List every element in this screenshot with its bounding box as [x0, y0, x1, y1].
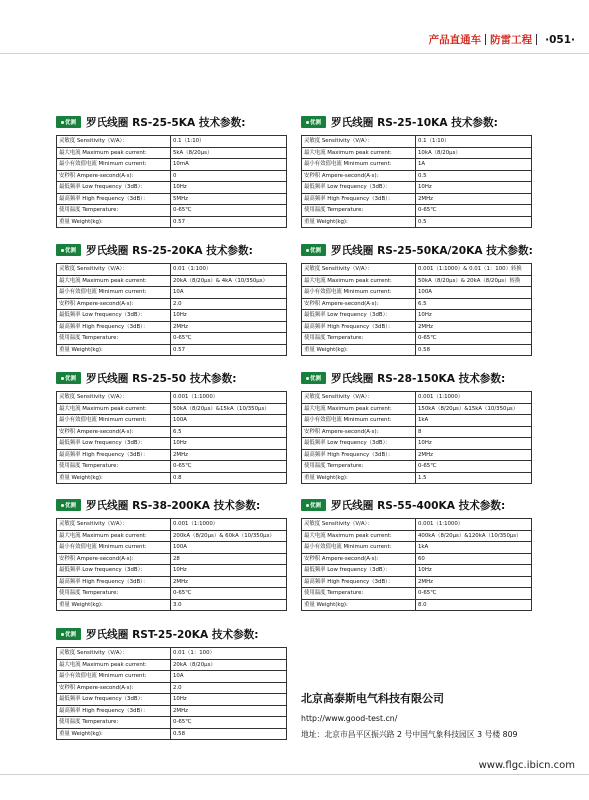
param-value: 1.5: [416, 472, 532, 484]
param-value: 0-65℃: [171, 461, 287, 473]
param-value: 0.58: [416, 344, 532, 356]
table-row: [302, 182, 532, 194]
company-address: 地址：北京市昌平区振兴路 2 号中国气象科技园区 3 号楼 809: [301, 730, 518, 739]
spec-title-text: 罗氏线圈 RS-25-10KA 技术参数:: [331, 116, 498, 129]
param-value: 10Hz: [416, 438, 532, 450]
table-row: [302, 461, 532, 473]
param-name: 灵敏度 Sensitivity（V/A）：: [57, 264, 171, 276]
param-name: 最高频率 High Frequency（3dB）：: [302, 449, 416, 461]
table-row: [302, 147, 532, 159]
table-row: [302, 472, 532, 484]
spec-table: [56, 647, 287, 740]
param-value: 2MHz: [171, 449, 287, 461]
spec-block: [301, 370, 532, 484]
brand-logo-icon: 优测: [56, 628, 81, 640]
table-row: [57, 705, 287, 717]
table-row: [302, 344, 532, 356]
param-name: 最低频率 Low frequency（3dB）：: [57, 182, 171, 194]
param-name: 最高频率 High Frequency（3dB）：: [57, 193, 171, 205]
table-row: [302, 530, 532, 542]
param-name: 安秒积 Ampere-second(A·s):: [302, 553, 416, 565]
spec-title: [301, 242, 532, 258]
param-name: 最低频率 Low frequency（3dB）：: [302, 310, 416, 322]
page-number: ·051·: [545, 33, 575, 46]
param-name: 最小有效值电流 Minimum current:: [302, 542, 416, 554]
param-name: 安秒积 Ampere-second(A·s):: [57, 170, 171, 182]
param-name: 最小有效值电流 Minimum current:: [302, 287, 416, 299]
param-name: 重量 Weight(kg):: [57, 599, 171, 611]
param-name: 安秒积 Ampere-second(A·s):: [302, 298, 416, 310]
param-name: 最大电流 Maximum peak current:: [57, 659, 171, 671]
param-value: 20kA（8/20μs）& 4kA（10/350μs）: [171, 275, 287, 287]
param-name: 最高频率 High Frequency（3dB）：: [57, 321, 171, 333]
param-value: 0.01（1:100）: [171, 264, 287, 276]
brand-logo-icon: 优测: [56, 372, 81, 384]
spec-block: [301, 114, 532, 228]
param-name: 重量 Weight(kg):: [302, 344, 416, 356]
param-value: 2MHz: [171, 705, 287, 717]
table-row: [57, 159, 287, 171]
param-name: 最高频率 High Frequency（3dB）：: [57, 449, 171, 461]
spec-title: [301, 370, 532, 386]
param-value: 0-65℃: [171, 717, 287, 729]
table-row: [57, 530, 287, 542]
param-value: 0-65℃: [416, 588, 532, 600]
table-row: [302, 264, 532, 276]
header-divider: [536, 34, 537, 45]
param-name: 最低频率 Low frequency（3dB）：: [302, 438, 416, 450]
param-value: 0-65℃: [416, 333, 532, 345]
param-name: 安秒积 Ampere-second(A·s):: [57, 426, 171, 438]
param-value: 60: [416, 553, 532, 565]
param-name: 最大电流 Maximum peak current:: [57, 403, 171, 415]
table-row: [57, 344, 287, 356]
param-value: 2MHz: [416, 576, 532, 588]
spec-title-text: 罗氏线圈 RS-25-5KA 技术参数:: [86, 116, 246, 129]
spec-title: [56, 370, 287, 386]
param-name: 灵敏度 Sensitivity（V/A）：: [57, 648, 171, 660]
param-value: 0.5: [416, 216, 532, 228]
param-value: 1A: [416, 159, 532, 171]
table-row: [302, 438, 532, 450]
param-value: 10Hz: [416, 182, 532, 194]
table-row: [57, 170, 287, 182]
param-value: 2.0: [171, 298, 287, 310]
param-value: 0-65℃: [416, 205, 532, 217]
table-row: [57, 216, 287, 228]
table-row: [57, 671, 287, 683]
param-value: 5MHz: [171, 193, 287, 205]
table-row: [302, 298, 532, 310]
table-row: [302, 216, 532, 228]
param-name: 使用温度 Temperature:: [302, 588, 416, 600]
table-row: [57, 136, 287, 148]
param-value: 0-65℃: [171, 333, 287, 345]
param-value: 28: [171, 553, 287, 565]
brand-logo-icon: 优测: [301, 499, 326, 511]
spec-table: [56, 135, 287, 228]
param-name: 使用温度 Temperature:: [57, 461, 171, 473]
param-value: 2MHz: [171, 321, 287, 333]
param-value: 0.57: [171, 216, 287, 228]
company-name: 北京高泰斯电气科技有限公司: [301, 692, 444, 705]
table-row: [302, 519, 532, 531]
header-divider: [485, 34, 486, 45]
table-row: [57, 275, 287, 287]
param-name: 重量 Weight(kg):: [302, 472, 416, 484]
param-name: 灵敏度 Sensitivity（V/A）：: [302, 264, 416, 276]
param-value: 1kA: [416, 415, 532, 427]
table-row: [302, 542, 532, 554]
param-value: 10A: [171, 671, 287, 683]
table-row: [57, 565, 287, 577]
param-value: 10A: [171, 287, 287, 299]
param-name: 安秒积 Ampere-second(A·s):: [57, 553, 171, 565]
spec-title-text: 罗氏线圈 RS-25-50 技术参数:: [86, 372, 237, 385]
table-row: [302, 333, 532, 345]
spec-block: [56, 242, 287, 356]
spec-block: [56, 114, 287, 228]
table-row: [302, 576, 532, 588]
param-name: 最小有效值电流 Minimum current:: [57, 671, 171, 683]
param-value: 100A: [171, 415, 287, 427]
param-name: 重量 Weight(kg):: [57, 216, 171, 228]
param-name: 重量 Weight(kg):: [57, 344, 171, 356]
param-name: 最高频率 High Frequency（3dB）：: [302, 576, 416, 588]
table-row: [302, 426, 532, 438]
table-row: [302, 193, 532, 205]
brand-logo-icon: 优测: [301, 116, 326, 128]
param-value: 100A: [416, 287, 532, 299]
param-name: 最小有效值电流 Minimum current:: [302, 159, 416, 171]
table-row: [302, 275, 532, 287]
param-name: 最低频率 Low frequency（3dB）：: [302, 182, 416, 194]
param-value: 1kA: [416, 542, 532, 554]
table-row: [302, 415, 532, 427]
table-row: [57, 519, 287, 531]
table-row: [57, 599, 287, 611]
param-name: 最高频率 High Frequency（3dB）：: [57, 576, 171, 588]
spec-table: [56, 391, 287, 484]
param-value: 8.0: [416, 599, 532, 611]
param-value: 8: [416, 426, 532, 438]
spec-title: [56, 242, 287, 258]
param-value: 2MHz: [171, 576, 287, 588]
param-name: 使用温度 Temperature:: [302, 461, 416, 473]
param-value: 0: [171, 170, 287, 182]
brand-logo-icon: 优测: [301, 244, 326, 256]
table-row: [57, 648, 287, 660]
param-value: 5kA（8/20μs）: [171, 147, 287, 159]
param-name: 使用温度 Temperature:: [57, 717, 171, 729]
param-value: 10Hz: [171, 565, 287, 577]
param-name: 最低频率 Low frequency（3dB）：: [57, 310, 171, 322]
spec-title-text: 罗氏线圈 RS-28-150KA 技术参数:: [331, 372, 506, 385]
param-value: 0.57: [171, 344, 287, 356]
table-row: [57, 321, 287, 333]
footer-rule: [0, 774, 589, 775]
param-value: 3.0: [171, 599, 287, 611]
param-name: 最低频率 Low frequency（3dB）：: [57, 565, 171, 577]
spec-title-text: 罗氏线圈 RS-25-20KA 技术参数:: [86, 244, 253, 257]
param-value: 0.001（1:1000）: [416, 519, 532, 531]
param-value: 0-65℃: [171, 588, 287, 600]
param-value: 0.001（1:1000）& 0.01（1：100）转换: [416, 264, 532, 276]
table-row: [57, 449, 287, 461]
param-value: 0.001（1:1000）: [171, 392, 287, 404]
param-value: 0-65℃: [416, 461, 532, 473]
param-name: 重量 Weight(kg):: [57, 472, 171, 484]
param-value: 0.5: [416, 170, 532, 182]
param-value: 20kA（8/20μs）: [171, 659, 287, 671]
spec-block: [56, 497, 287, 611]
table-row: [302, 321, 532, 333]
param-name: 重量 Weight(kg):: [302, 216, 416, 228]
page-header: [429, 32, 575, 47]
table-row: [57, 461, 287, 473]
spec-title: [56, 497, 287, 513]
table-row: [57, 298, 287, 310]
spec-title-text: 罗氏线圈 RS-38-200KA 技术参数:: [86, 499, 261, 512]
spec-table: [301, 135, 532, 228]
param-name: 最低频率 Low frequency（3dB）：: [57, 694, 171, 706]
spec-title: [56, 114, 287, 130]
table-row: [57, 682, 287, 694]
spec-title: [301, 497, 532, 513]
param-name: 最小有效值电流 Minimum current:: [57, 159, 171, 171]
param-name: 灵敏度 Sensitivity（V/A）：: [302, 392, 416, 404]
param-value: 10Hz: [171, 694, 287, 706]
param-name: 最低频率 Low frequency（3dB）：: [57, 438, 171, 450]
spec-block: [301, 497, 532, 611]
spec-table: [301, 391, 532, 484]
table-row: [57, 403, 287, 415]
param-value: 6.5: [171, 426, 287, 438]
table-row: [57, 717, 287, 729]
table-row: [57, 426, 287, 438]
param-value: 0.001（1:1000）: [416, 392, 532, 404]
table-row: [302, 553, 532, 565]
table-row: [57, 553, 287, 565]
table-row: [302, 310, 532, 322]
spec-title: [301, 114, 532, 130]
param-value: 50kA（8/20μs）&15kA（10/350μs）: [171, 403, 287, 415]
param-name: 灵敏度 Sensitivity（V/A）：: [57, 519, 171, 531]
table-row: [302, 392, 532, 404]
param-name: 最大电流 Maximum peak current:: [302, 275, 416, 287]
param-value: 0.01（1：100）: [171, 648, 287, 660]
param-value: 10Hz: [171, 182, 287, 194]
param-name: 安秒积 Ampere-second(A·s):: [57, 682, 171, 694]
param-value: 0.1（1:10）: [416, 136, 532, 148]
spec-table: [301, 518, 532, 611]
param-value: 10mA: [171, 159, 287, 171]
table-row: [302, 588, 532, 600]
spec-table: [301, 263, 532, 356]
param-value: 2MHz: [416, 193, 532, 205]
param-value: 2.0: [171, 682, 287, 694]
param-value: 0.58: [171, 728, 287, 740]
param-value: 150kA（8/20μs）&15kA（10/350μs）: [416, 403, 532, 415]
param-value: 10Hz: [416, 565, 532, 577]
param-value: 0.1（1:10）: [171, 136, 287, 148]
param-name: 安秒积 Ampere-second(A·s):: [57, 298, 171, 310]
table-row: [57, 287, 287, 299]
spec-block: [301, 242, 532, 356]
spec-title-text: 罗氏线圈 RST-25-20KA 技术参数:: [86, 628, 259, 641]
param-name: 安秒积 Ampere-second(A·s):: [302, 426, 416, 438]
table-row: [57, 438, 287, 450]
table-row: [57, 264, 287, 276]
table-row: [57, 193, 287, 205]
table-row: [302, 136, 532, 148]
brand-logo-icon: 优测: [56, 499, 81, 511]
spec-title-text: 罗氏线圈 RS-25-50KA/20KA 技术参数:: [331, 244, 533, 257]
spec-title: [56, 626, 287, 642]
footer-url[interactable]: www.flgc.ibicn.com: [478, 760, 575, 771]
param-name: 最大电流 Maximum peak current:: [302, 403, 416, 415]
param-name: 最高频率 High Frequency（3dB）：: [57, 705, 171, 717]
table-row: [57, 588, 287, 600]
param-name: 灵敏度 Sensitivity（V/A）：: [302, 136, 416, 148]
param-name: 重量 Weight(kg):: [302, 599, 416, 611]
param-name: 最大电流 Maximum peak current:: [302, 530, 416, 542]
param-name: 使用温度 Temperature:: [57, 333, 171, 345]
table-row: [57, 147, 287, 159]
table-row: [57, 182, 287, 194]
param-value: 10Hz: [171, 438, 287, 450]
table-row: [57, 694, 287, 706]
param-name: 最小有效值电流 Minimum current:: [302, 415, 416, 427]
param-value: 10Hz: [171, 310, 287, 322]
table-row: [57, 205, 287, 217]
spec-table: [56, 263, 287, 356]
table-row: [302, 449, 532, 461]
company-url[interactable]: http://www.good-test.cn/: [301, 714, 398, 723]
brand-logo-icon: 优测: [56, 116, 81, 128]
param-name: 最大电流 Maximum peak current:: [57, 147, 171, 159]
table-row: [302, 599, 532, 611]
param-name: 灵敏度 Sensitivity（V/A）：: [302, 519, 416, 531]
param-name: 灵敏度 Sensitivity（V/A）：: [57, 136, 171, 148]
brand-logo-icon: 优测: [301, 372, 326, 384]
header-category: 产品直通车: [428, 34, 482, 46]
param-name: 使用温度 Temperature:: [302, 333, 416, 345]
param-value: 0.001（1:1000）: [171, 519, 287, 531]
param-value: 50kA（8/20μs）& 20kA（8/20μs）转换: [416, 275, 532, 287]
param-name: 重量 Weight(kg):: [57, 728, 171, 740]
header-section: 防雷工程: [490, 34, 533, 46]
table-row: [57, 542, 287, 554]
header-rule: [0, 53, 589, 54]
table-row: [57, 392, 287, 404]
param-name: 灵敏度 Sensitivity（V/A）：: [57, 392, 171, 404]
param-name: 使用温度 Temperature:: [302, 205, 416, 217]
table-row: [302, 287, 532, 299]
param-value: 2MHz: [416, 321, 532, 333]
param-value: 200kA（8/20μs）& 60kA（10/350μs）: [171, 530, 287, 542]
table-row: [57, 472, 287, 484]
param-name: 最大电流 Maximum peak current:: [302, 147, 416, 159]
param-name: 最小有效值电流 Minimum current:: [57, 287, 171, 299]
param-value: 6.5: [416, 298, 532, 310]
table-row: [302, 403, 532, 415]
table-row: [302, 565, 532, 577]
param-value: 400kA（8/20μs）&120kA（10/350μs）: [416, 530, 532, 542]
param-name: 最大电流 Maximum peak current:: [57, 275, 171, 287]
spec-table: [56, 518, 287, 611]
spec-block: [56, 626, 287, 740]
param-name: 最高频率 High Frequency（3dB）：: [302, 321, 416, 333]
brand-logo-icon: 优测: [56, 244, 81, 256]
param-value: 0-65℃: [171, 205, 287, 217]
param-value: 0.8: [171, 472, 287, 484]
param-value: 10Hz: [416, 310, 532, 322]
param-value: 2MHz: [416, 449, 532, 461]
table-row: [57, 576, 287, 588]
table-row: [57, 310, 287, 322]
param-name: 最高频率 High Frequency（3dB）：: [302, 193, 416, 205]
param-name: 安秒积 Ampere-second(A·s):: [302, 170, 416, 182]
table-row: [302, 170, 532, 182]
param-value: 10kA（8/20μs）: [416, 147, 532, 159]
table-row: [302, 159, 532, 171]
param-name: 使用温度 Temperature:: [57, 205, 171, 217]
table-row: [302, 205, 532, 217]
table-row: [57, 415, 287, 427]
param-value: 100A: [171, 542, 287, 554]
param-name: 使用温度 Temperature:: [57, 588, 171, 600]
table-row: [57, 728, 287, 740]
param-name: 最小有效值电流 Minimum current:: [57, 542, 171, 554]
param-name: 最大电流 Maximum peak current:: [57, 530, 171, 542]
table-row: [57, 333, 287, 345]
param-name: 最低频率 Low frequency（3dB）：: [302, 565, 416, 577]
table-row: [57, 659, 287, 671]
param-name: 最小有效值电流 Minimum current:: [57, 415, 171, 427]
spec-title-text: 罗氏线圈 RS-55-400KA 技术参数:: [331, 499, 506, 512]
spec-block: [56, 370, 287, 484]
